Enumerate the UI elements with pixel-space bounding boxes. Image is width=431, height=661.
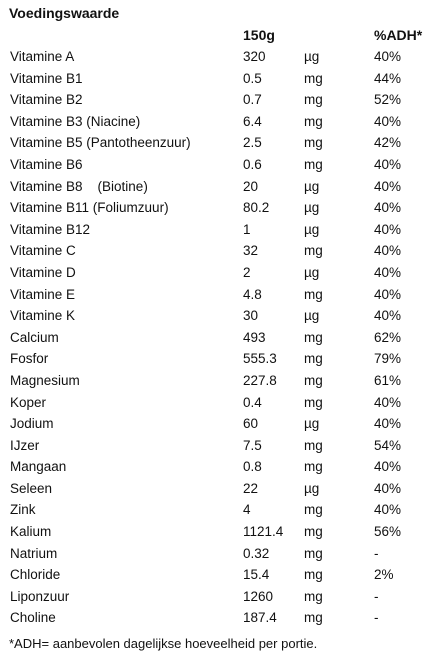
footnote: *ADH= aanbevolen dagelijkse hoeveelheid per portie. — [9, 636, 318, 651]
nutrient-unit: mg — [304, 502, 323, 518]
table-row — [0, 586, 431, 608]
table-row — [0, 348, 431, 370]
nutrient-unit: µg — [304, 200, 320, 216]
nutrient-adh: 40% — [374, 113, 402, 129]
nutrient-unit: mg — [304, 113, 323, 129]
nutrient-adh: 40% — [374, 394, 402, 410]
nutrient-name: Mangaan — [10, 459, 67, 475]
nutrient-name: Zink — [10, 502, 36, 518]
nutrient-adh: 40% — [374, 264, 402, 280]
table-row — [0, 543, 431, 565]
nutrient-name: Vitamine B1 — [10, 70, 83, 86]
nutrient-unit: mg — [304, 610, 323, 626]
nutrient-adh: 42% — [374, 135, 402, 151]
nutrient-value: 493 — [243, 329, 266, 345]
nutrient-name: IJzer — [10, 437, 40, 453]
table-row — [0, 392, 431, 414]
nutrient-adh: 40% — [374, 286, 402, 302]
nutrient-value: 2 — [243, 264, 251, 280]
nutrient-name: Kalium — [10, 524, 52, 540]
nutrient-value: 15.4 — [243, 567, 270, 583]
nutrient-value: 227.8 — [243, 372, 277, 388]
nutrient-value: 30 — [243, 308, 259, 324]
nutrient-name: Vitamine B3 (Niacine) — [10, 113, 141, 129]
nutrient-adh: 62% — [374, 329, 402, 345]
nutrient-adh: 40% — [374, 459, 402, 475]
nutrient-value: 1121.4 — [243, 524, 284, 540]
table-row — [0, 478, 431, 500]
table-row — [0, 176, 431, 198]
nutrient-value: 187.4 — [243, 610, 277, 626]
table-row — [0, 111, 431, 133]
table-row — [0, 370, 431, 392]
nutrient-unit: mg — [304, 394, 323, 410]
nutrient-name: Jodium — [10, 416, 54, 432]
nutrient-unit: µg — [304, 308, 320, 324]
nutrient-name: Vitamine B6 — [10, 156, 83, 172]
nutrient-name: Magnesium — [10, 372, 80, 388]
nutrient-adh: - — [374, 545, 379, 561]
nutrient-adh: 79% — [374, 351, 402, 367]
nutrient-unit: mg — [304, 135, 323, 151]
nutrient-name: Vitamine B8 (Biotine) — [10, 178, 148, 194]
nutrient-name: Vitamine B5 (Pantotheenzuur) — [10, 135, 191, 151]
nutrient-unit: mg — [304, 156, 323, 172]
nutrient-adh: 40% — [374, 49, 402, 64]
nutrient-name: Seleen — [10, 480, 53, 496]
nutrient-adh: 56% — [374, 524, 402, 540]
nutrient-adh: 40% — [374, 243, 402, 259]
nutrient-value: 4.8 — [243, 286, 262, 302]
table-row — [0, 219, 431, 241]
nutrient-name: Vitamine D — [10, 264, 76, 280]
nutrient-value: 2.5 — [243, 135, 262, 151]
nutrient-value: 0.5 — [243, 70, 262, 86]
table-row — [0, 68, 431, 90]
nutrient-name: Choline — [10, 610, 56, 626]
nutrient-adh: 40% — [374, 178, 402, 194]
nutrient-unit: mg — [304, 243, 323, 259]
table-row — [0, 197, 431, 219]
nutrient-adh: 40% — [374, 502, 402, 518]
table-row — [0, 521, 431, 543]
nutrient-unit: mg — [304, 92, 323, 108]
nutrient-name: Chloride — [10, 567, 61, 583]
nutrient-unit: mg — [304, 567, 323, 583]
nutrient-value: 60 — [243, 416, 259, 432]
table-row — [0, 262, 431, 284]
nutrient-value: 0.7 — [243, 92, 262, 108]
nutrition-table — [0, 46, 431, 629]
nutrient-adh: 40% — [374, 221, 402, 237]
table-row — [0, 46, 431, 68]
nutrient-name: Vitamine A — [10, 49, 75, 64]
nutrient-name: Natrium — [10, 545, 58, 561]
nutrient-value: 4 — [243, 502, 251, 518]
nutrient-value: 80.2 — [243, 200, 270, 216]
table-row — [0, 327, 431, 349]
nutrient-name: Vitamine B11 (Foliumzuur) — [10, 200, 169, 216]
table-row — [0, 284, 431, 306]
nutrition-title: Voedingswaarde — [9, 5, 120, 21]
nutrient-value: 7.5 — [243, 437, 262, 453]
table-row — [0, 132, 431, 154]
nutrient-name: Vitamine B2 — [10, 92, 83, 108]
nutrient-name: Vitamine C — [10, 243, 76, 259]
nutrient-value: 555.3 — [243, 351, 277, 367]
nutrient-unit: mg — [304, 351, 323, 367]
nutrient-name: Vitamine E — [10, 286, 76, 302]
nutrient-adh: 40% — [374, 200, 402, 216]
nutrient-value: 320 — [243, 49, 266, 64]
nutrient-unit: µg — [304, 480, 320, 496]
table-row — [0, 499, 431, 521]
nutrient-unit: µg — [304, 178, 320, 194]
nutrient-adh: - — [374, 588, 379, 604]
nutrient-unit: µg — [304, 49, 320, 64]
nutrient-name: Liponzuur — [10, 588, 70, 604]
table-row — [0, 413, 431, 435]
nutrient-adh: 40% — [374, 416, 402, 432]
nutrient-unit: mg — [304, 459, 323, 475]
nutrient-value: 0.8 — [243, 459, 262, 475]
nutrient-value: 6.4 — [243, 113, 262, 129]
table-row — [0, 607, 431, 629]
nutrient-unit: mg — [304, 588, 323, 604]
nutrient-name: Vitamine B12 — [10, 221, 91, 237]
nutrient-unit: mg — [304, 545, 323, 561]
nutrient-adh: 2% — [374, 567, 394, 583]
nutrient-adh: 61% — [374, 372, 402, 388]
table-row — [0, 89, 431, 111]
header-adh: %ADH* — [374, 27, 423, 43]
nutrient-unit: mg — [304, 286, 323, 302]
nutrient-unit: mg — [304, 524, 323, 540]
nutrient-adh: 54% — [374, 437, 402, 453]
header-quantity: 150g — [243, 27, 275, 43]
nutrient-adh: 40% — [374, 308, 402, 324]
nutrient-adh: 52% — [374, 92, 402, 108]
nutrient-value: 32 — [243, 243, 259, 259]
nutrient-adh: 44% — [374, 70, 402, 86]
nutrient-name: Fosfor — [10, 351, 49, 367]
nutrient-value: 0.4 — [243, 394, 262, 410]
table-row — [0, 154, 431, 176]
nutrient-value: 0.6 — [243, 156, 262, 172]
nutrient-unit: mg — [304, 437, 323, 453]
nutrient-unit: µg — [304, 264, 320, 280]
nutrient-value: 1 — [243, 221, 251, 237]
nutrient-value: 1260 — [243, 588, 274, 604]
nutrient-unit: mg — [304, 70, 323, 86]
nutrient-unit: mg — [304, 372, 323, 388]
table-row — [0, 240, 431, 262]
nutrient-adh: 40% — [374, 156, 402, 172]
nutrient-unit: µg — [304, 416, 320, 432]
nutrient-adh: 40% — [374, 480, 402, 496]
table-row — [0, 305, 431, 327]
nutrient-name: Calcium — [10, 329, 59, 345]
nutrient-value: 20 — [243, 178, 259, 194]
nutrient-name: Koper — [10, 394, 47, 410]
nutrient-value: 22 — [243, 480, 259, 496]
nutrient-name: Vitamine K — [10, 308, 76, 324]
table-row — [0, 435, 431, 457]
table-row — [0, 456, 431, 478]
nutrient-unit: mg — [304, 329, 323, 345]
nutrient-value: 0.32 — [243, 545, 270, 561]
nutrient-adh: - — [374, 610, 379, 626]
nutrient-unit: µg — [304, 221, 320, 237]
table-row — [0, 564, 431, 586]
